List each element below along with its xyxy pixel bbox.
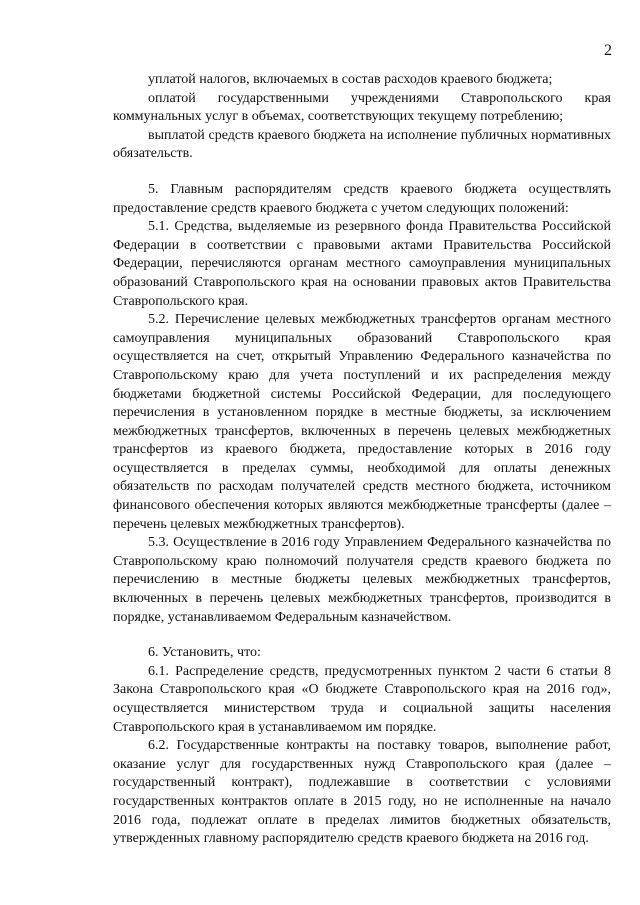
paragraph: выплатой средств краевого бюджета на исполнение публичных нормативных обязательств. bbox=[113, 127, 611, 162]
paragraph: 5. Главным распорядителям средств краевого бюджета осуществлять предоставление средств краевого бюджета с учетом следующих положений: bbox=[113, 181, 611, 216]
paragraph: уплатой налогов, включаемых в состав расходов краевого бюджета; bbox=[148, 72, 553, 87]
paragraph: оплатой государственными учреждениями Ставропольского края коммунальных услуг в объемах, соответствующих текущему потреблению; bbox=[113, 90, 611, 125]
paragraph: 6. Установить, что: bbox=[148, 645, 261, 661]
paragraph: 5.1. Средства, выделяемые из резервного фонда Правительства Российской Федерации в соответствии с правовыми актами Правительства Российской Федерации, перечисляются органам местного самоуправления муниципальных образований Ставропольского края на основании правовых актов Правительства Ставропольского края. bbox=[113, 219, 611, 309]
paragraph: 6.1. Распределение средств, предусмотренных пунктом 2 части 6 статьи 8 Закона Ставропольского края «О бюджете Ставропольского края на 2016 год», осуществляется министерством труда и социальной защиты населения Ставропольского края в устанавливаемом им порядке. bbox=[113, 663, 611, 735]
paragraph: 5.3. Осуществление в 2016 году Управлением Федерального казначейства по Ставропольскому краю полномочий получателя средств краевого бюджета по перечислению в местные бюджеты целевых межбюджетных трансфертов, включенных в перечень целевых межбюджетных трансфертов, производится в порядке, устанавливаемом Федеральным казначейством. bbox=[113, 535, 611, 625]
page-number: 2 bbox=[604, 42, 612, 59]
document-body bbox=[113, 71, 611, 849]
paragraph: 5.2. Перечисление целевых межбюджетных трансфертов органам местного самоуправления муниципальных образований Ставропольского края осуществляется на счет, открытый Управлению Федерального казначейства по Ставропольскому краю для учета поступлений и их распределения между бюджетами бюджетной системы Российской Федерации, для последующего перечисления в установленном порядке в местные бюджеты, за исключением межбюджетных трансфертов, включенных в перечень целевых межбюджетных трансфертов из краевого бюджета, предоставление которых в 2016 году осуществляется в пределах суммы, необходимой для оплаты денежных обязательств по расходам получателей средств местного бюджета, источником финансового обеспечения которых являются межбюджетные трансферты (далее – перечень целевых межбюджетных трансфертов). bbox=[113, 312, 611, 532]
paragraph: 6.2. Государственные контракты на поставку товаров, выполнение работ, оказание услуг для государственных нужд Ставропольского края (далее – государственный контракт), подлежавшие в соответствии с условиями государственных контрактов оплате в 2015 году, но не исполненные на начало 2016 года, подлежат оплате в пределах лимитов бюджетных обязательств, утвержденных главному распорядителю средств краевого бюджета на 2016 год. bbox=[113, 738, 611, 847]
